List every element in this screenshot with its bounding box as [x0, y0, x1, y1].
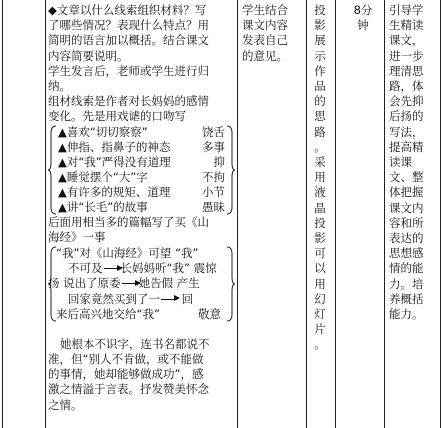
- media-char: 用: [314, 170, 326, 185]
- intent-line: 路，体: [389, 79, 424, 94]
- column-divider: [306, 0, 307, 428]
- media-char: 灯: [314, 307, 326, 322]
- intent-line: 后扬的: [389, 109, 424, 124]
- arrow-right-icon: [122, 283, 138, 284]
- intent-line: 课文内: [389, 200, 424, 215]
- trait-label: 愚昧: [202, 199, 225, 214]
- media-char: 思: [314, 109, 326, 124]
- intent-line: 生精读: [389, 18, 424, 33]
- trait-text: ▲喜欢“切切察察”: [58, 124, 148, 139]
- intent-line: 会先抑: [389, 94, 424, 109]
- left-brace-icon: [48, 246, 58, 322]
- activity-line: 课文内容: [242, 18, 288, 33]
- process-line: 变化。先是用戏谑的口吻写: [48, 109, 186, 124]
- media-cell: [313, 3, 327, 353]
- intent-line: 读课: [389, 155, 412, 170]
- media-char: 路: [314, 124, 326, 139]
- conclusion-line: 的事情，她却能够做成功”，感: [48, 367, 204, 382]
- intent-line: 提高精: [389, 139, 424, 154]
- media-char: 采: [314, 155, 326, 170]
- intent-line: 写法，: [389, 124, 424, 139]
- trait-text: ▲伸指、指鼻子的神态: [58, 139, 171, 154]
- question-line: 简明的语言加以概括。结合课文: [48, 33, 209, 48]
- right-brace-icon: [225, 246, 235, 322]
- media-char: 液: [314, 185, 326, 200]
- media-char: 以: [314, 261, 326, 276]
- trait-label: 不拘: [202, 169, 225, 184]
- trait-row: [58, 185, 225, 200]
- time-unit: 钟: [357, 18, 369, 33]
- activity-line: 的意见。: [242, 48, 288, 63]
- design-intent-cell: [389, 3, 439, 322]
- time-cell: [348, 3, 378, 33]
- trait-label: 小节: [202, 184, 225, 199]
- intent-line: 课文，: [389, 33, 424, 48]
- trait-text: ▲睡觉摆个“大”字: [58, 169, 148, 184]
- right-brace-icon: [225, 125, 235, 215]
- traits-list: [48, 125, 235, 215]
- trait-row: [58, 140, 225, 155]
- teaching-content-cell: [48, 3, 235, 413]
- process-line: 组材线索是作者对长妈妈的感情: [48, 94, 209, 109]
- trait-row: [58, 200, 225, 215]
- media-char: 影: [314, 231, 326, 246]
- trait-row: [58, 155, 225, 170]
- conclusion-line: 她根本不识字，连书名都说不: [60, 336, 210, 351]
- shanhaijing-block: [48, 246, 235, 322]
- summary-line: 海经》一事: [48, 229, 106, 244]
- trait-label: 多事: [202, 139, 225, 154]
- media-char: 展: [314, 33, 326, 48]
- intent-line: 文、整: [389, 170, 424, 185]
- shj-line: 扬 说出了原委 她告假 产生: [48, 276, 200, 291]
- arrow-right-icon: [104, 268, 120, 269]
- column-divider: [384, 0, 385, 428]
- column-divider: [335, 0, 336, 428]
- process-line: 学生发言后，老师或学生进行归: [48, 63, 209, 78]
- media-char: 示: [314, 48, 326, 63]
- shj-line: “我”对《山海经》可望 “我”: [56, 246, 199, 261]
- student-activity-cell: [242, 3, 294, 64]
- column-divider: [45, 0, 46, 428]
- shj-line: 回家竟然买到了一 回: [68, 291, 194, 306]
- trait-row: [58, 125, 225, 140]
- column-divider: [440, 0, 441, 428]
- column-divider: [237, 0, 238, 428]
- question-line: 了哪些情况？表现什么特点？用: [48, 18, 209, 33]
- media-char: 幻: [314, 291, 326, 306]
- intent-line: 引导学: [389, 3, 424, 17]
- intent-line: 表达的: [389, 231, 424, 246]
- media-char: 用: [314, 276, 326, 291]
- intent-line: 进一步: [389, 48, 424, 63]
- media-char: 作: [314, 63, 326, 78]
- trait-text: ▲对“我”严得没有道理: [58, 154, 171, 169]
- conclusion-line: 之情。: [48, 397, 83, 412]
- media-char: 片: [314, 322, 326, 337]
- intent-line: 能力。: [389, 307, 424, 322]
- conclusion-line: 激之情溢于言表。抒发赞美怀念: [48, 382, 209, 397]
- time-value: 8分: [353, 3, 373, 17]
- arrow-right-icon: [161, 299, 177, 300]
- trait-label: 饶舌: [202, 124, 225, 139]
- intent-line: 思想感: [389, 246, 424, 261]
- media-char: 。: [314, 139, 326, 154]
- media-char: 可: [314, 246, 326, 261]
- media-char: 投: [314, 215, 326, 230]
- intent-line: 力。培: [389, 276, 424, 291]
- intent-line: 容和所: [389, 215, 424, 230]
- conclusion-line: 准，但“别人不肯做，或不能做: [48, 352, 204, 367]
- trait-text: ▲有许多的规矩、道理: [58, 184, 171, 199]
- intent-line: 养概括: [389, 291, 424, 306]
- media-char: 投: [314, 3, 326, 17]
- activity-line: 发表自己: [242, 33, 288, 48]
- shj-line: 来后高兴地交给“我” 敬意: [56, 306, 221, 321]
- left-brace-icon: [48, 125, 58, 215]
- trait-label: 抑: [213, 154, 225, 169]
- shj-line: 不可及 长妈妈听“我” 震惊: [68, 261, 217, 276]
- intent-line: 体把握: [389, 185, 424, 200]
- intent-line: 理清思: [389, 63, 424, 78]
- media-char: 影: [314, 18, 326, 33]
- process-line: 纳。: [48, 79, 71, 94]
- column-divider: [2, 0, 3, 428]
- intent-line: 情的能: [389, 261, 424, 276]
- activity-line: 学生结合: [242, 3, 288, 17]
- trait-row: [58, 170, 225, 185]
- summary-line: 后面用相当多的篇幅写了买《山: [48, 214, 209, 229]
- media-char: 的: [314, 94, 326, 109]
- question-line: 内容简要说明。: [48, 48, 129, 63]
- trait-text: ▲讲“长毛”的故事: [58, 199, 148, 214]
- media-char: 品: [314, 79, 326, 94]
- media-char: 。: [314, 337, 326, 352]
- media-char: 晶: [314, 200, 326, 215]
- question-line: ◆文章以什么线索组织材料？写: [48, 3, 207, 17]
